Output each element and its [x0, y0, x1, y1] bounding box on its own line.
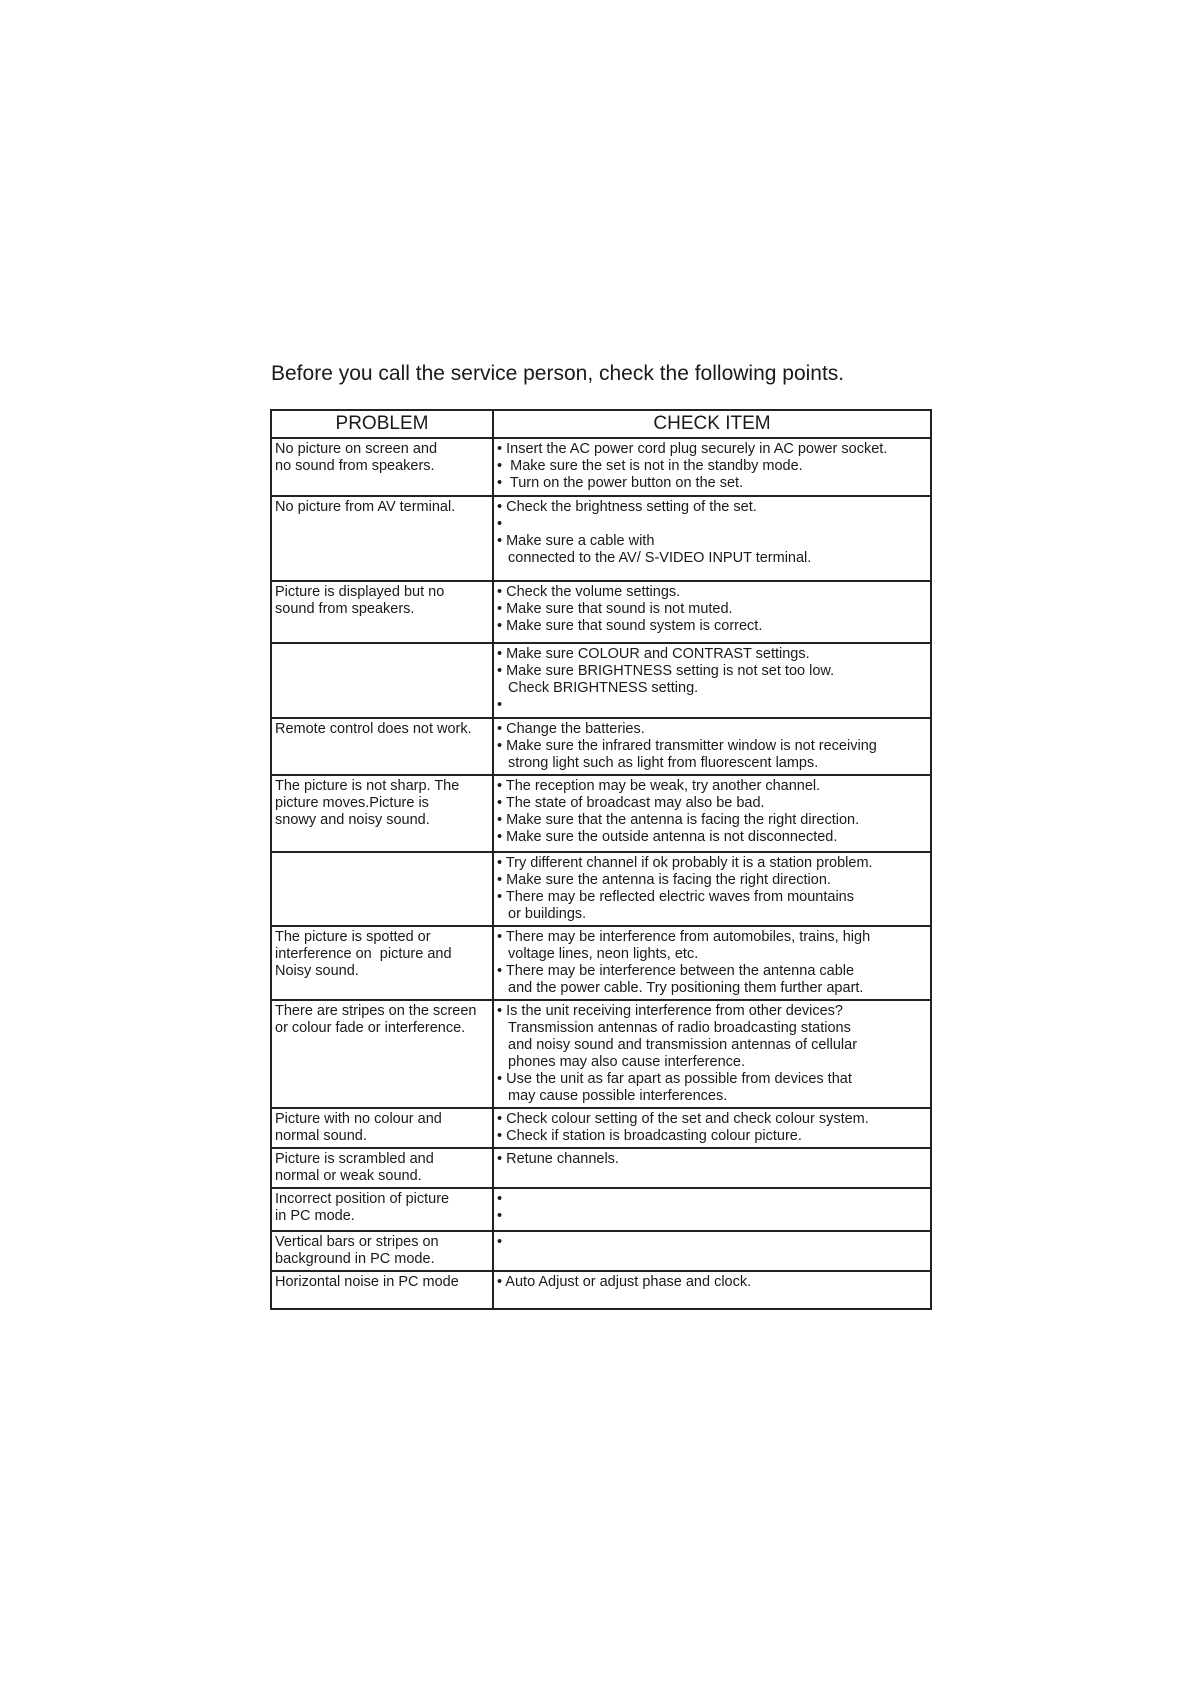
check-item: • There may be interference from automobiles, trains, high [497, 929, 871, 945]
check-item: • Make sure the antenna is facing the right direction. [497, 872, 831, 888]
check-item-cell [493, 438, 931, 496]
check-item-continuation: strong light such as light from fluorescent lamps. [508, 755, 819, 771]
check-item: • Make sure BRIGHTNESS setting is not set too low. [497, 663, 835, 679]
problem-cell [271, 1231, 493, 1271]
problem-cell [271, 718, 493, 775]
check-item: • Check colour setting of the set and check colour system. [497, 1111, 869, 1127]
check-item-continuation: Transmission antennas of radio broadcasting stations [508, 1020, 851, 1036]
problem-cell [271, 926, 493, 1000]
check-item-cell [493, 1000, 931, 1108]
problem-cell [271, 643, 493, 718]
table-row [271, 438, 931, 496]
check-item: • Make sure that sound system is correct. [497, 618, 763, 634]
table-row [271, 1000, 931, 1108]
check-item: • Make sure that sound is not muted. [497, 601, 733, 617]
check-item-continuation: voltage lines, neon lights, etc. [508, 946, 699, 962]
check-item: • Turn on the power button on the set. [497, 475, 744, 491]
check-item: • Insert the AC power cord plug securely in AC power socket. [497, 441, 888, 457]
problem-text: Vertical bars or stripes on background in PC mode. [275, 1234, 439, 1267]
check-item: • There may be reflected electric waves from mountains [497, 889, 854, 905]
check-item: • Make sure the infrared transmitter window is not receiving [497, 738, 877, 754]
check-item: • Make sure the set is not in the standby mode. [497, 458, 803, 474]
table-row [271, 775, 931, 852]
problem-cell [271, 1188, 493, 1231]
problem-text: The picture is not sharp. The picture moves.Picture is snowy and noisy sound. [275, 778, 460, 828]
table-body [271, 438, 931, 1309]
problem-text: Remote control does not work. [275, 721, 472, 737]
check-item: • Make sure the outside antenna is not disconnected. [497, 829, 838, 845]
check-item: • Make sure a cable with [497, 533, 655, 549]
check-item-cell [493, 926, 931, 1000]
check-item: • [497, 1191, 503, 1207]
check-item: • Make sure COLOUR and CONTRAST settings. [497, 646, 810, 662]
table-row [271, 852, 931, 926]
check-item-cell [493, 1231, 931, 1271]
check-item-cell [493, 718, 931, 775]
table-row [271, 718, 931, 775]
check-item: • Auto Adjust or adjust phase and clock. [497, 1274, 752, 1290]
check-item-column-header: CHECK ITEM [493, 410, 931, 438]
problem-text: There are stripes on the screen or colour fade or interference. [275, 1003, 477, 1036]
check-item: • Check the volume settings. [497, 584, 681, 600]
check-item-cell [493, 581, 931, 643]
check-item-cell [493, 1108, 931, 1148]
problem-cell [271, 775, 493, 852]
table-row [271, 1108, 931, 1148]
check-item: • Change the batteries. [497, 721, 645, 737]
check-item: • Is the unit receiving interference from other devices? [497, 1003, 843, 1019]
page-heading: Before you call the service person, check the following points. [271, 362, 845, 385]
table-row [271, 1231, 931, 1271]
problem-text: Picture with no colour and normal sound. [275, 1111, 442, 1144]
check-item: • [497, 516, 503, 532]
check-item: • Make sure that the antenna is facing the right direction. [497, 812, 860, 828]
problem-text: Incorrect position of picture in PC mode. [275, 1191, 450, 1224]
check-item-cell [493, 852, 931, 926]
check-item-cell [493, 496, 931, 581]
check-item: • [497, 1234, 503, 1250]
problem-text: No picture on screen and no sound from speakers. [275, 441, 438, 474]
check-item: • [497, 1208, 503, 1224]
check-item-cell [493, 643, 931, 718]
check-item: • The reception may be weak, try another channel. [497, 778, 821, 794]
check-item-continuation: and the power cable. Try positioning them further apart. [508, 980, 864, 996]
check-item-continuation: Check BRIGHTNESS setting. [508, 680, 699, 696]
check-item: • Try different channel if ok probably it is a station problem. [497, 855, 873, 871]
check-item: • Check if station is broadcasting colour picture. [497, 1128, 802, 1144]
problem-cell [271, 1148, 493, 1188]
check-item: • [497, 697, 503, 713]
problem-text: Picture is displayed but no sound from speakers. [275, 584, 445, 617]
table-row [271, 926, 931, 1000]
problem-cell [271, 496, 493, 581]
table-header-row [271, 410, 931, 438]
problem-cell [271, 581, 493, 643]
check-item-continuation: may cause possible interferences. [508, 1088, 728, 1104]
check-item-continuation: phones may also cause interference. [508, 1054, 745, 1070]
problem-text: Picture is scrambled and normal or weak sound. [275, 1151, 434, 1184]
table-row [271, 1148, 931, 1188]
check-item: • Check the brightness setting of the set. [497, 499, 757, 515]
check-item: • Use the unit as far apart as possible from devices that [497, 1071, 852, 1087]
problem-text: The picture is spotted or interference on picture and Noisy sound. [275, 929, 452, 979]
troubleshooting-table [270, 409, 932, 1310]
table-row [271, 496, 931, 581]
check-item-continuation: and noisy sound and transmission antennas of cellular [508, 1037, 858, 1053]
check-item-cell [493, 1148, 931, 1188]
table-row [271, 1188, 931, 1231]
check-item: • There may be interference between the antenna cable [497, 963, 855, 979]
check-item-cell [493, 1188, 931, 1231]
problem-cell [271, 1108, 493, 1148]
problem-cell [271, 438, 493, 496]
problem-cell [271, 852, 493, 926]
check-item-continuation: connected to the AV/ S-VIDEO INPUT terminal. [508, 550, 812, 566]
check-item-continuation: or buildings. [508, 906, 587, 922]
table-row [271, 643, 931, 718]
check-item-cell [493, 775, 931, 852]
problem-text: Horizontal noise in PC mode [275, 1274, 459, 1290]
check-item: • Retune channels. [497, 1151, 619, 1167]
check-item: • The state of broadcast may also be bad. [497, 795, 765, 811]
table-row [271, 581, 931, 643]
problem-column-header: PROBLEM [271, 410, 493, 438]
problem-cell [271, 1000, 493, 1108]
problem-text: No picture from AV terminal. [275, 499, 456, 515]
problem-cell [271, 1271, 493, 1309]
check-item-cell [493, 1271, 931, 1309]
table-row [271, 1271, 931, 1309]
